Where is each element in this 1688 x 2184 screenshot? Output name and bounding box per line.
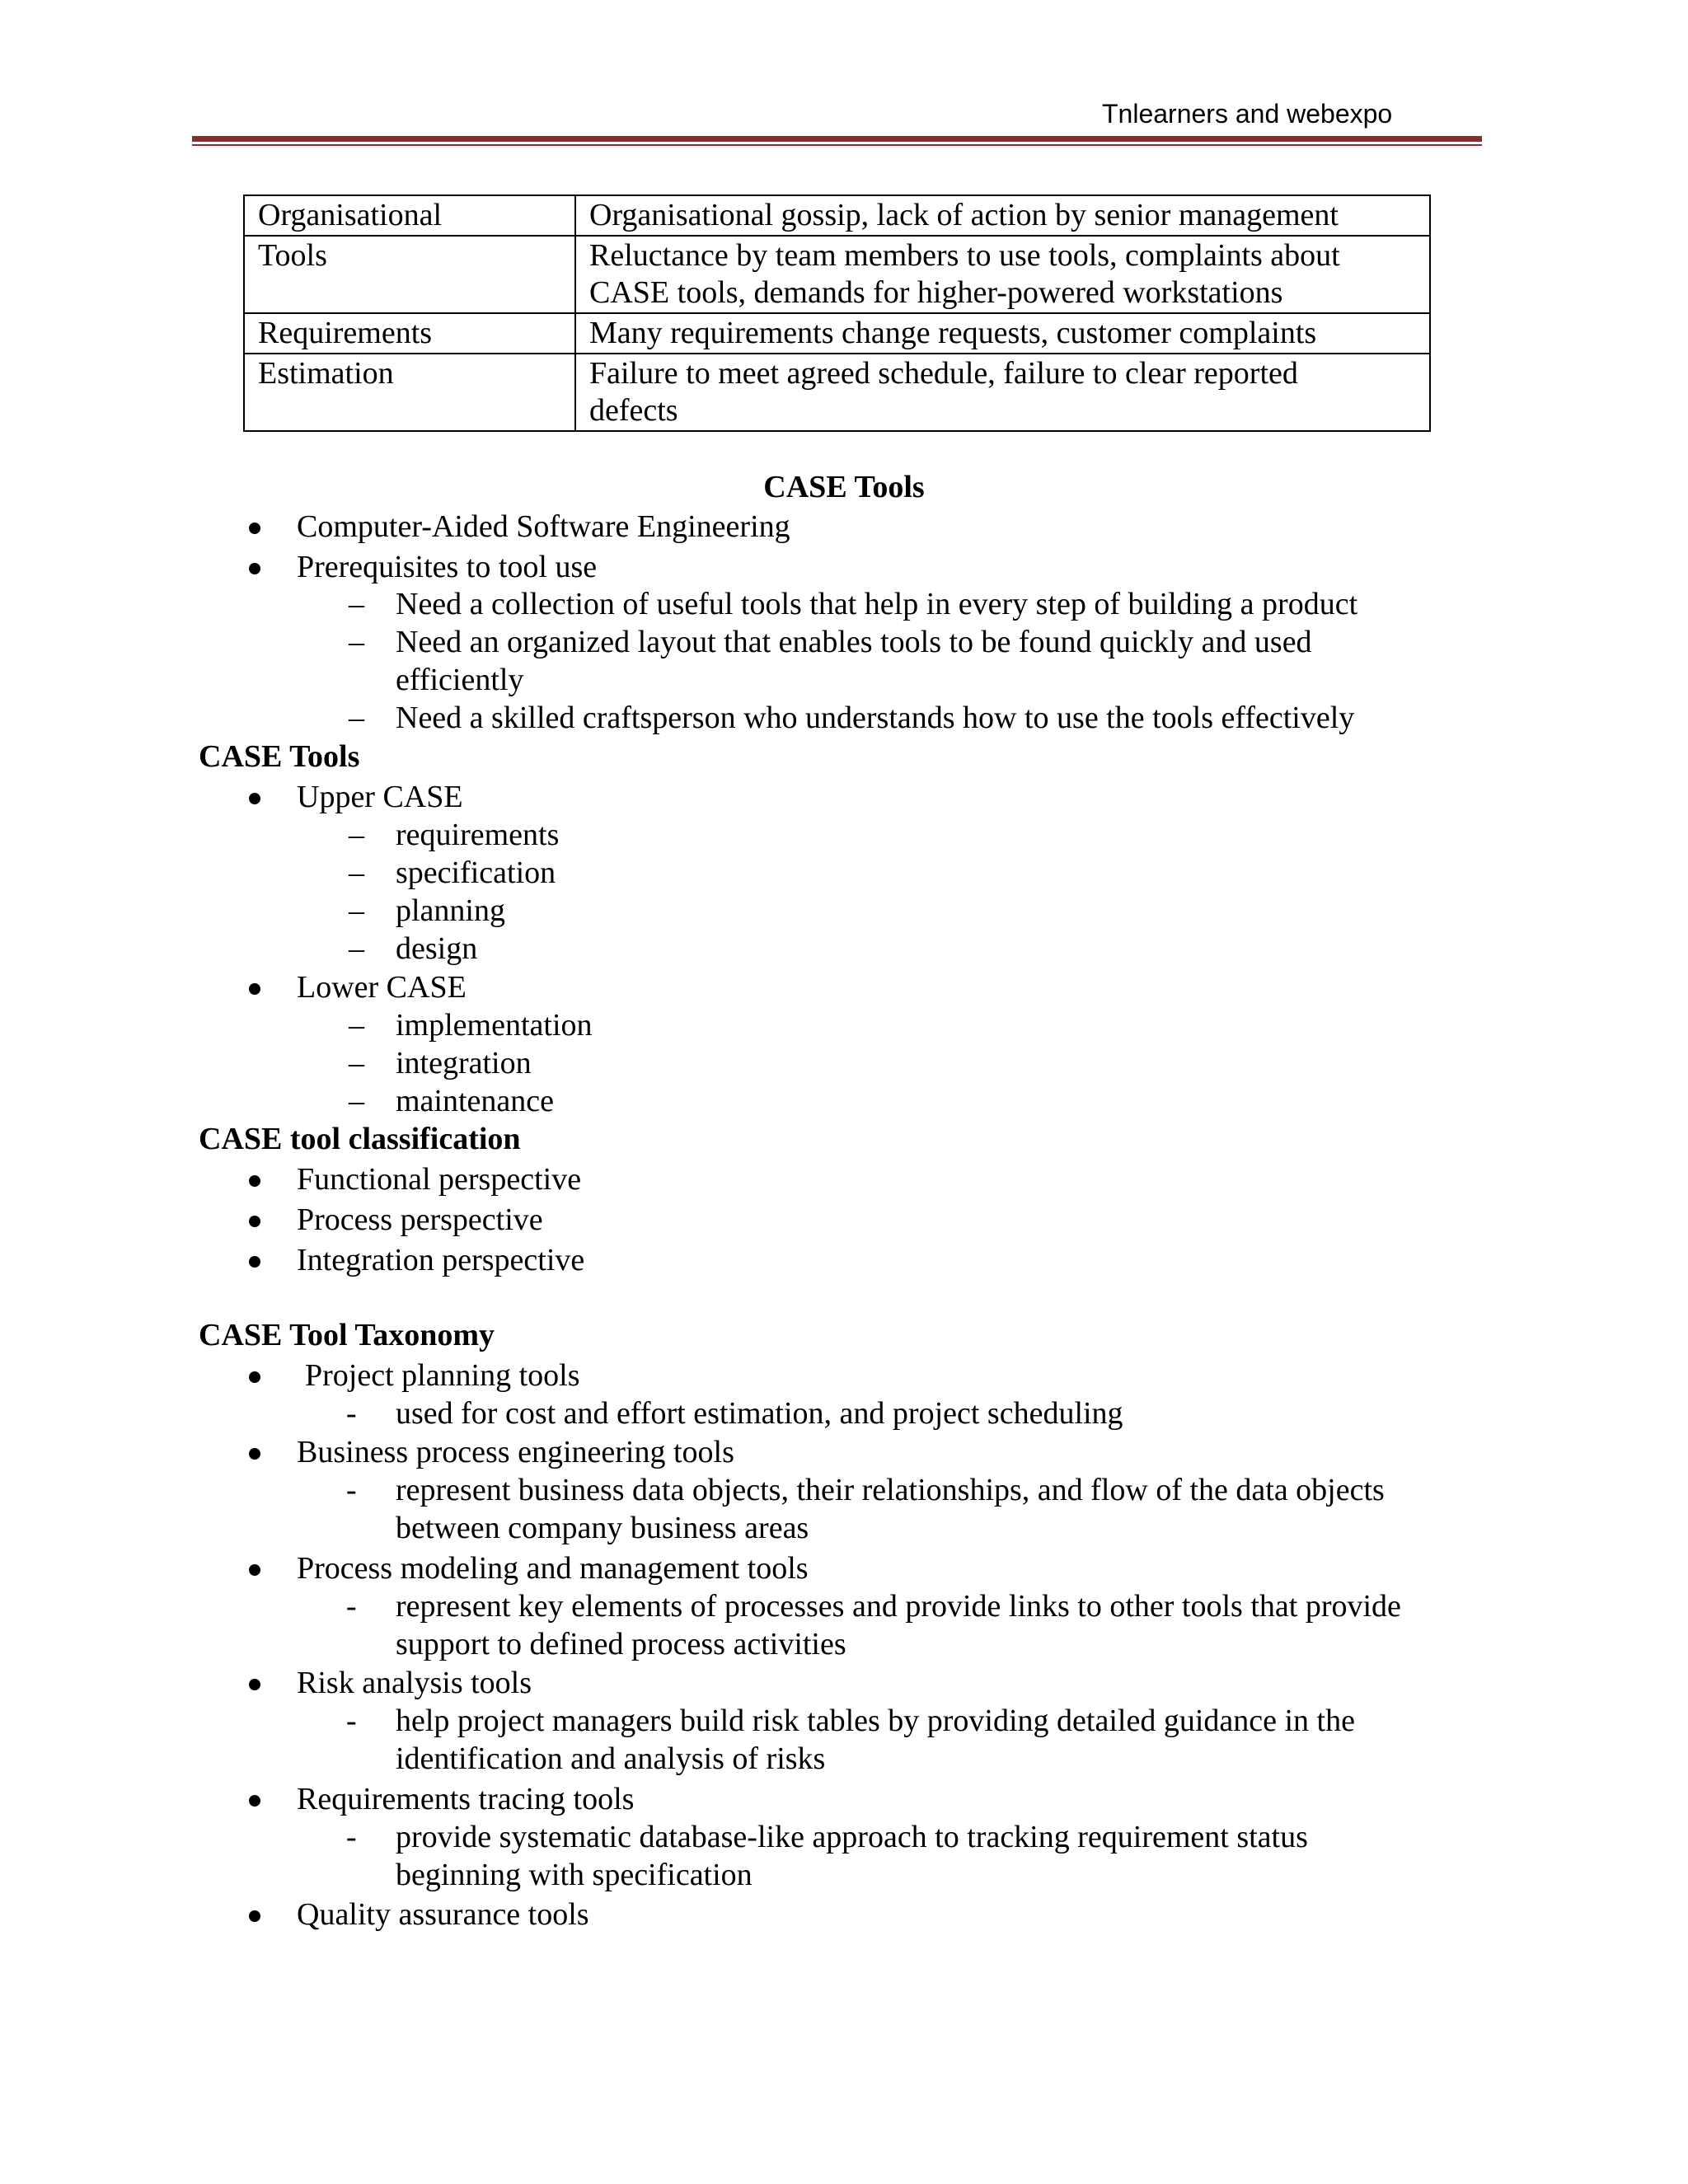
bullet-icon (249, 1795, 260, 1807)
table-cell: Organisational (244, 195, 575, 236)
sub-list-item: implementation (396, 1008, 593, 1043)
table-row (244, 236, 1430, 313)
section-heading: CASE tool classification (199, 1122, 521, 1156)
list-item: Requirements tracing tools (297, 1782, 635, 1816)
sub-list-item: represent key elements of processes and provide links to other tools that provide (396, 1589, 1401, 1624)
bullet-icon (249, 793, 260, 804)
bullet-icon (249, 563, 260, 574)
sub-list-item: design (396, 931, 478, 966)
table-row (244, 354, 1430, 431)
bullet-icon (249, 1216, 260, 1227)
bullet-icon (249, 1910, 260, 1922)
table-row (244, 313, 1430, 354)
list-item: Lower CASE (297, 970, 467, 1005)
dash-icon: – (349, 931, 364, 966)
sub-list-item-continued: between company business areas (396, 1511, 809, 1545)
bullet-icon (249, 523, 260, 534)
dash-icon: – (349, 625, 364, 659)
page-header-text: Tnlearners and webexpo (1102, 99, 1393, 129)
table-cell (575, 354, 1430, 431)
cell-line: defects (589, 393, 678, 428)
sub-list-item: planning (396, 893, 505, 928)
list-item: Upper CASE (297, 780, 463, 814)
sub-list-item: integration (396, 1046, 532, 1080)
table-cell: Tools (244, 236, 575, 313)
header-rule-thin (192, 144, 1482, 146)
sub-list-item-continued: support to defined process activities (396, 1627, 846, 1661)
sub-list-item-continued: beginning with specification (396, 1858, 753, 1892)
list-item: Integration perspective (297, 1243, 585, 1277)
dash-icon: – (349, 587, 364, 621)
bullet-icon (249, 983, 260, 995)
dash-icon: - (346, 1704, 357, 1738)
sub-list-item-continued: identification and analysis of risks (396, 1741, 826, 1776)
table-row (244, 195, 1430, 236)
dash-icon: – (349, 855, 364, 890)
cell-line: Failure to meet agreed schedule, failure to clear reported (589, 356, 1298, 391)
list-item: Process perspective (297, 1202, 543, 1237)
sub-list-item: requirements (396, 818, 560, 852)
bullet-icon (249, 1371, 260, 1383)
sub-list-item: represent business data objects, their relationships, and flow of the data objects (396, 1473, 1385, 1507)
dash-icon: - (346, 1396, 357, 1431)
sub-list-item: specification (396, 855, 556, 890)
sub-list-item: Need a skilled craftsperson who understands how to use the tools effectively (396, 701, 1355, 735)
table-cell: Estimation (244, 354, 575, 431)
table-cell: Requirements (244, 313, 575, 354)
sub-list-item: used for cost and effort estimation, and project scheduling (396, 1396, 1123, 1431)
bullet-icon (249, 1175, 260, 1187)
list-item: Functional perspective (297, 1162, 582, 1197)
dash-icon: - (346, 1589, 357, 1624)
cell-line: CASE tools, demands for higher-powered workstations (589, 275, 1283, 310)
list-item: Quality assurance tools (297, 1897, 589, 1932)
section-title: CASE Tools (763, 470, 925, 504)
dash-icon: - (346, 1820, 357, 1854)
header-rule (192, 136, 1482, 142)
dash-icon: – (349, 893, 364, 928)
sub-list-item: maintenance (396, 1084, 555, 1118)
dash-icon: – (349, 1008, 364, 1043)
risk-indicator-table (243, 194, 1431, 432)
bullet-icon (249, 1564, 260, 1576)
section-heading: CASE Tools (199, 739, 360, 774)
bullet-icon (249, 1256, 260, 1268)
table-cell: Many requirements change requests, customer complaints (575, 313, 1430, 354)
table-cell (575, 236, 1430, 313)
list-item: Computer-Aided Software Engineering (297, 509, 790, 544)
bullet-icon (249, 1448, 260, 1460)
list-item: Prerequisites to tool use (297, 550, 598, 584)
section-heading: CASE Tool Taxonomy (199, 1318, 495, 1352)
table-cell: Organisational gossip, lack of action by senior management (575, 195, 1430, 236)
bullet-icon (249, 1679, 260, 1690)
sub-list-item: provide systematic database-like approach to tracking requirement status (396, 1820, 1308, 1854)
dash-icon: – (349, 1084, 364, 1118)
list-item: Business process engineering tools (297, 1435, 734, 1469)
dash-icon: - (346, 1473, 357, 1507)
list-item: Risk analysis tools (297, 1666, 532, 1700)
sub-list-item: help project managers build risk tables by providing detailed guidance in the (396, 1704, 1355, 1738)
sub-list-item-continued: efficiently (396, 663, 524, 697)
cell-line: Reluctance by team members to use tools, complaints about (589, 238, 1340, 273)
dash-icon: – (349, 701, 364, 735)
dash-icon: – (349, 818, 364, 852)
list-item: Project planning tools (305, 1358, 580, 1393)
sub-list-item: Need a collection of useful tools that help in every step of building a product (396, 587, 1358, 621)
sub-list-item: Need an organized layout that enables tools to be found quickly and used (396, 625, 1312, 659)
dash-icon: – (349, 1046, 364, 1080)
list-item: Process modeling and management tools (297, 1551, 809, 1586)
